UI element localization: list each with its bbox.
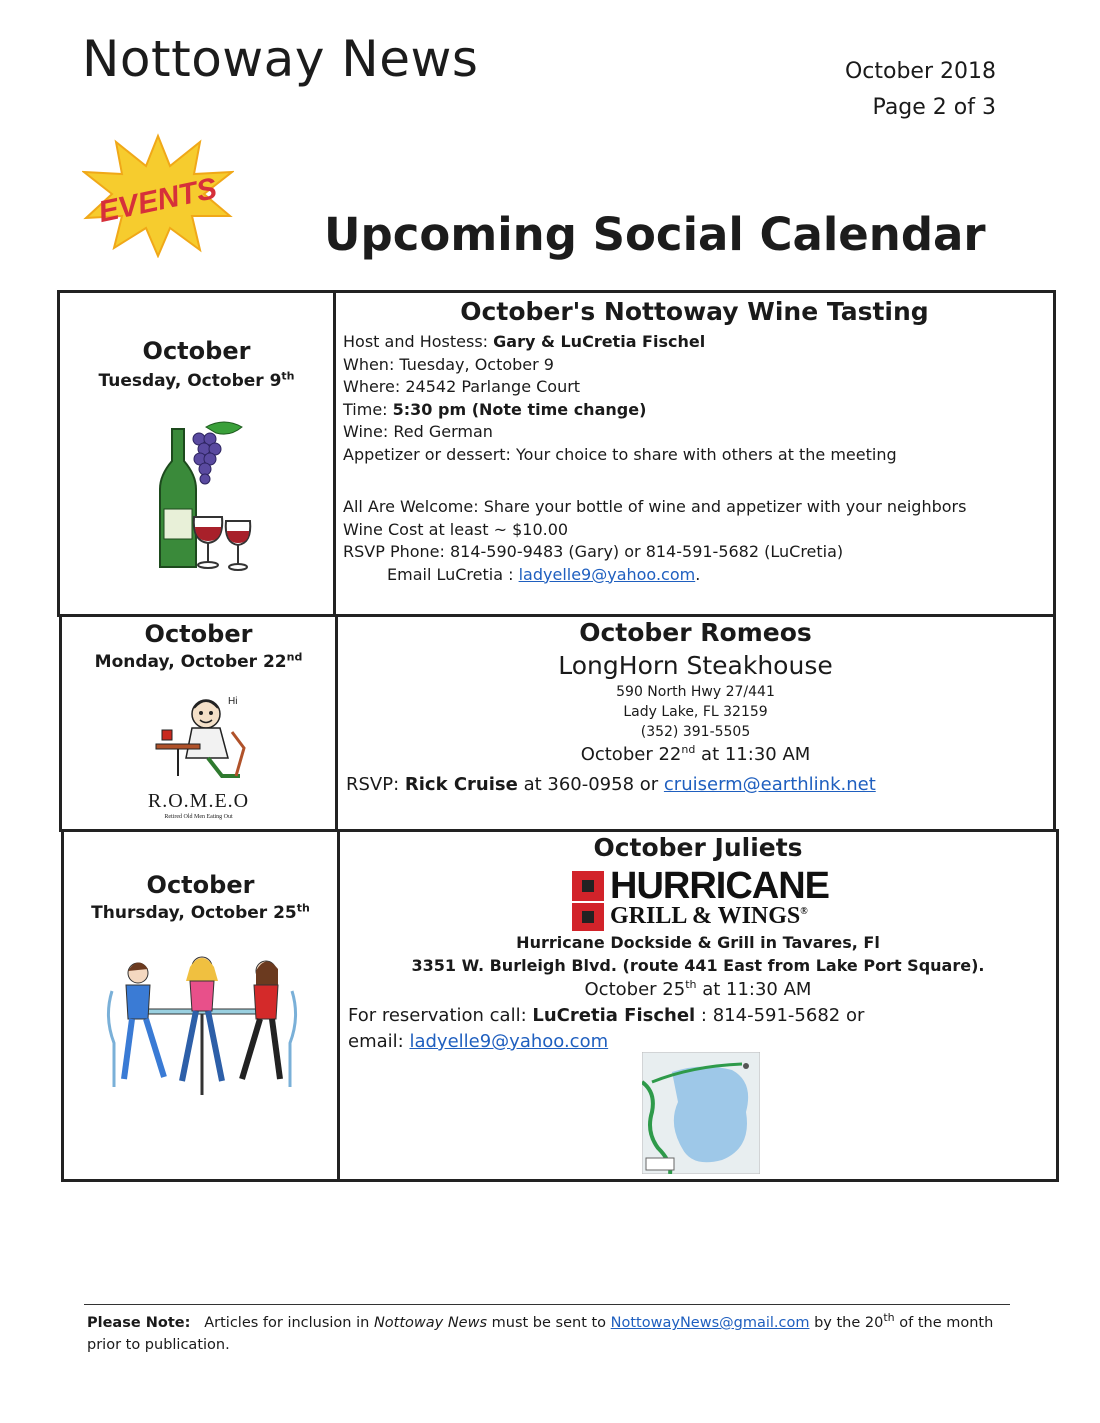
event-detail-cell xyxy=(340,829,1056,1179)
page-heading: Upcoming Social Calendar xyxy=(324,208,986,261)
romeo-logo-text: R.O.M.E.O xyxy=(147,790,250,812)
address-line-2: Lady Lake, FL 32159 xyxy=(623,704,768,720)
footer-suffix: th xyxy=(883,1311,895,1325)
event-month: October xyxy=(146,871,255,899)
cartoon-greeting: Hi xyxy=(228,696,238,707)
event-detail-cell xyxy=(338,614,1053,829)
footer-text-2: must be sent to xyxy=(487,1315,611,1331)
event-row-wine-tasting xyxy=(57,290,1056,617)
hurricane-logo xyxy=(572,865,832,933)
event-day-text: Tuesday, October 9 xyxy=(98,371,282,391)
logo-line-2: GRILL & WINGS xyxy=(610,903,801,929)
romeo-logo-subtitle: Retired Old Men Eating Out xyxy=(164,814,233,820)
footer-label: Please Note: xyxy=(87,1315,191,1331)
rsvp-mid: at 360-0958 or xyxy=(517,774,664,795)
events-burst-icon xyxy=(82,132,234,258)
when-line: When: Tuesday, October 9 xyxy=(343,354,554,374)
where-line: Where: 24542 Parlange Court xyxy=(343,377,581,396)
venue-address: 3351 W. Burleigh Blvd. (route 441 East from Lake Port Square). xyxy=(411,956,985,975)
venue-name: Hurricane Dockside & Grill in Tavares, Fl xyxy=(516,933,880,952)
host-label: Host and Hostess: xyxy=(343,332,489,351)
date-prefix: October 22 xyxy=(580,744,682,765)
rsvp-name: Rick Cruise xyxy=(404,774,518,795)
rsvp-email-link[interactable]: cruiserm@earthlink.net xyxy=(663,774,876,795)
email-label: email: xyxy=(348,1031,404,1052)
issue-info xyxy=(845,54,996,126)
romeo-cartoon-icon xyxy=(148,692,252,778)
event-day-suffix: th xyxy=(281,369,295,383)
rsvp-label: RSVP: xyxy=(346,774,400,795)
event-title: October Juliets xyxy=(593,833,803,862)
map-icon[interactable] xyxy=(642,1052,760,1174)
host-line xyxy=(343,331,966,354)
logo-line-2-wrap xyxy=(610,903,808,930)
venue-phone: (352) 391-5505 xyxy=(640,724,751,740)
email-line xyxy=(348,1031,608,1052)
event-details xyxy=(343,331,966,586)
logo-square-top xyxy=(572,871,604,901)
res-phone: : 814-591-5682 or xyxy=(695,1005,865,1026)
footer-note xyxy=(87,1312,997,1356)
footer-text-1: Articles for inclusion in xyxy=(204,1315,374,1331)
date-prefix: October 25 xyxy=(584,979,686,1000)
wine-bottle-glasses-icon xyxy=(144,417,254,577)
email-label: Email LuCretia : xyxy=(387,564,514,584)
date-suffix: nd xyxy=(681,743,696,756)
logo-line-1: HURRICANE xyxy=(610,865,829,907)
event-day-text: Monday, October 22 xyxy=(94,652,287,672)
email-link[interactable]: ladyelle9@yahoo.com xyxy=(409,1031,609,1052)
masthead: Nottoway News xyxy=(82,30,479,88)
event-day-suffix: nd xyxy=(286,650,303,664)
ladies-coffee-icon xyxy=(102,947,302,1099)
footer-email-link[interactable]: NottowayNews@gmail.com xyxy=(610,1315,810,1331)
event-day xyxy=(62,652,335,672)
email-line xyxy=(343,564,966,587)
event-date-cell xyxy=(62,614,338,829)
event-day xyxy=(64,903,337,923)
event-row-romeos xyxy=(59,614,1056,832)
event-month: October xyxy=(144,620,253,648)
event-row-juliets xyxy=(61,829,1059,1182)
page-label: Page 2 of 3 xyxy=(872,95,996,120)
rsvp-line: RSVP Phone: 814-590-9483 (Gary) or 814-591-5682 (LuCretia) xyxy=(343,542,844,561)
event-date-cell xyxy=(64,829,340,1179)
host-value: Gary & LuCretia Fischel xyxy=(493,332,706,351)
date-time: at 11:30 AM xyxy=(695,744,811,765)
event-title: October's Nottoway Wine Tasting xyxy=(460,297,929,326)
time-label: Time: xyxy=(343,399,388,419)
time-line xyxy=(343,399,966,422)
rsvp-line xyxy=(346,774,876,795)
event-detail-cell xyxy=(336,293,1053,614)
event-title: October Romeos xyxy=(579,618,812,647)
cost-line: Wine Cost at least ~ $10.00 xyxy=(343,519,569,539)
event-day-suffix: th xyxy=(296,901,310,915)
date-time: at 11:30 AM xyxy=(696,979,812,1000)
footer-text-4: of the month prior to publication. xyxy=(87,1315,994,1353)
event-date-cell xyxy=(60,293,336,614)
email-end: . xyxy=(695,564,701,584)
address-line-1: 590 North Hwy 27/441 xyxy=(616,684,775,700)
footer-divider xyxy=(84,1304,1010,1305)
reservation-line xyxy=(348,1005,864,1026)
time-value: 5:30 pm (Note time change) xyxy=(392,399,647,419)
venue-name: LongHorn Steakhouse xyxy=(558,651,833,680)
appetizer-line: Appetizer or dessert: Your choice to share with others at the meeting xyxy=(343,444,897,464)
wine-line: Wine: Red German xyxy=(343,422,493,441)
event-date-time xyxy=(340,979,1056,1000)
event-day-text: Thursday, October 25 xyxy=(91,903,297,923)
res-name: LuCretia Fischel xyxy=(532,1005,696,1026)
welcome-line: All Are Welcome: Share your bottle of wine and appetizer with your neighbors xyxy=(343,497,967,516)
issue-date: October 2018 xyxy=(844,59,996,84)
logo-square-bottom xyxy=(572,903,604,931)
venue-address xyxy=(338,682,1053,742)
footer-text-3: by the 20 xyxy=(809,1315,884,1331)
logo-registered-mark: ® xyxy=(800,906,808,917)
email-link[interactable]: ladyelle9@yahoo.com xyxy=(518,564,696,584)
events-badge-text: EVENTS xyxy=(95,171,220,230)
res-label: For reservation call: xyxy=(348,1005,527,1026)
event-day xyxy=(60,371,333,391)
footer-pub-name: Nottoway News xyxy=(373,1315,488,1331)
date-suffix: th xyxy=(685,978,697,991)
event-date-time xyxy=(338,744,1053,765)
event-month: October xyxy=(142,337,251,365)
